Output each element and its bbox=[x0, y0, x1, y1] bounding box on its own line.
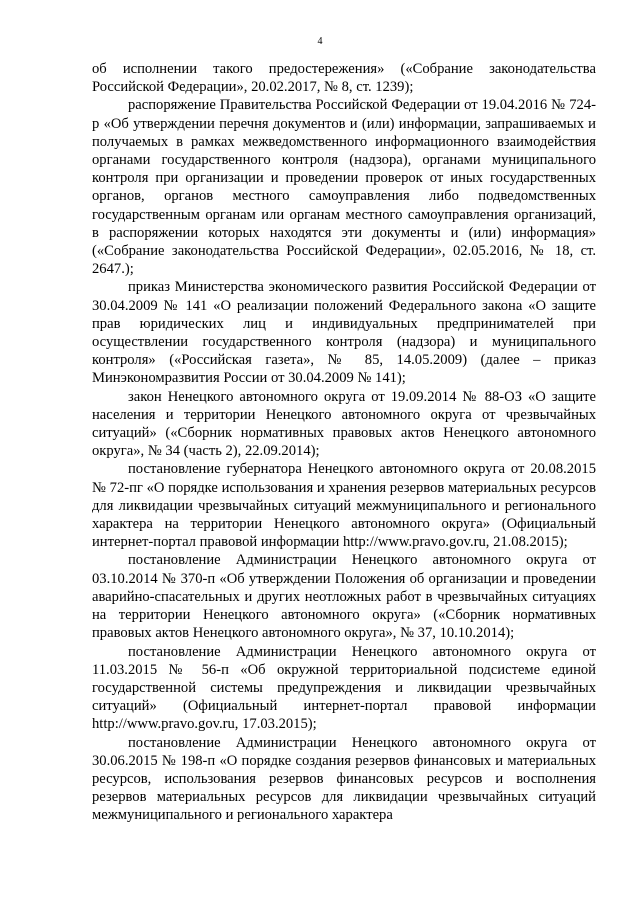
paragraph-administration-resolution-56: постановление Администрации Ненецкого автономного округа от 11.03.2015 № 56-п «Об окружной территориальной подсистеме единой государственной системы предупреждения и ликвидации чрезвычайных ситуаций» (Официальный интернет-портал правовой информации http://www.pravo.gov.ru, 17.03.2015); bbox=[92, 643, 596, 733]
paragraph-continuation: об исполнении такого предостережения» («Собрание законодательства Российской Федерации», 20.02.2017, № 8, ст. 1239); bbox=[92, 61, 596, 96]
page-number: 4 bbox=[317, 36, 323, 47]
paragraph-administration-resolution-198: постановление Администрации Ненецкого автономного округа от 30.06.2015 № 198-п «О порядке создания резервов финансовых и материальных ресурсов, использования резервов финансовых ресурсов и восполнения резервов материальных ресурсов для ликвидации чрезвычайных ситуаций межмуниципального и регионального характера bbox=[92, 734, 596, 824]
paragraph-regional-law: закон Ненецкого автономного округа от 19.09.2014 № 88-ОЗ «О защите населения и территории Ненецкого автономного округа от чрезвычайных ситуаций» («Сборник нормативных правовых актов Ненецкого автономного округа», № 34 (часть 2), 22.09.2014); bbox=[92, 388, 596, 460]
paragraph-government-order: распоряжение Правительства Российской Федерации от 19.04.2016 № 724-р «Об утверждении перечня документов и (или) информации, запрашиваемых и получаемых в рамках межведомственного информационного взаимодействия органами государственного контроля (надзора), органами муниципального контроля при организации и проведении проверок от иных государственных органов, органов местного самоуправления либо подведомственных государственным органам или органам местного самоуправления организаций, в распоряжении которых находятся эти документы и (или) информация» («Собрание законодательства Российской Федерации», 02.05.2016, № 18, ст. 2647.); bbox=[92, 97, 596, 278]
paragraph-administration-resolution-370: постановление Администрации Ненецкого автономного округа от 03.10.2014 № 370-п «Об утверждении Положения об организации и проведении аварийно-спасательных и других неотложных работ в чрезвычайных ситуациях на территории Ненецкого автономного округа» («Сборник нормативных правовых актов Ненецкого автономного округа», № 37, 10.10.2014); bbox=[92, 552, 596, 642]
document-body bbox=[92, 60, 596, 825]
paragraph-ministry-order: приказ Министерства экономического развития Российской Федерации от 30.04.2009 № 141 «О реализации положений Федерального закона «О защите прав юридических лиц и индивидуальных предпринимателей при осуществлении государственного контроля (надзора) и муниципального контроля» («Российская газета», № 85, 14.05.2009) (далее – приказ Минэкономразвития России от 30.04.2009 № 141); bbox=[92, 279, 596, 387]
paragraph-governor-resolution: постановление губернатора Ненецкого автономного округа от 20.08.2015 № 72-пг «О порядке использования и хранения резервов материальных ресурсов для ликвидации чрезвычайных ситуаций межмуниципального и регионального характера на территории Ненецкого автономного округа» (Официальный интернет-портал правовой информации http://www.pravo.gov.ru, 21.08.2015); bbox=[92, 461, 596, 551]
